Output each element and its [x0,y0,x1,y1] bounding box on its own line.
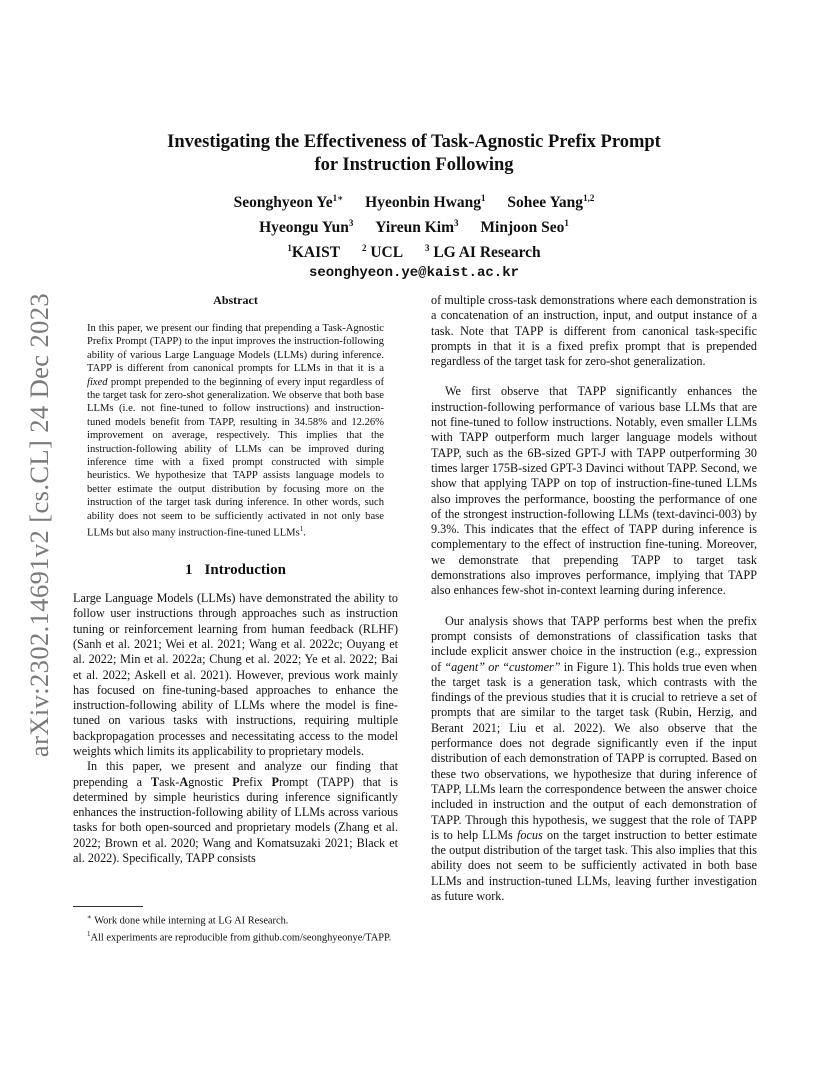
author-row-2 [0,213,828,238]
left-column [73,293,398,866]
author-2: Hyeonbin Hwang$^1$ [365,193,486,212]
arxiv-identifier [18,290,60,760]
right-paragraph-3: Our analysis shows that TAPP performs best when the prefix prompt consists of demonstrations of classification tasks that include explicit answer choice in the instruction (e.g., expression of “agent” or “customer” in Figure 1). This holds true even when the target task is a generation task, which contrasts with the findings of the previous studies that it is crucial to retrieve a set of prompts that are similar to the target task (Rubin, Herzig, and Berant 2021; Liu et al. 2022). We also observe that the performance does not degrade significantly even if the input distribution of each demonstration of TAPP is corrupted. Based on these two observations, we hypothesize that during inference of TAPP, LLMs learn the correspondence between the answer choice included in instruction and the output of each demonstration of TAPP. Through this hypothesis, we suggest that the role of TAPP is to help LLMs focus on the target instruction to better estimate the output distribution of the target task. This also implies that this ability does not seem to be sufficiently activated in both base LLMs and instruction-tuned LLMs, leaving further investigation as future work. [431,613,758,903]
intro-paragraph-1: Large Language Models (LLMs) have demonstrated the ability to follow user instructions through approaches such as instruction tuning or reinforcement learning from human feedback (RLHF) (Sanh et al. 2021; Wei et al. 2021; Wang et al. 2022c; Ouyang et al. 2022; Min et al. 2022a; Chung et al. 2022; Ye et al. 2022; Bai et al. 2022; Askell et al. 2021). However, previous work mainly has focused on fine-tuning-based approaches to enhance the instruction-following ability of LLMs where the model is fine-tuned on various tasks with instructions, requiring multiple backpropagation processes and necessitating access to the model weights which limits its applicability to proprietary models. [73,591,398,758]
affiliations [0,238,828,263]
author-5: Yireun Kim$^3$ [375,218,459,237]
footnote-2: $^1$All experiments are reproducible from github.com/seonghyeonye/TAPP. [87,929,392,944]
abstract-heading: Abstract [213,293,258,307]
title-line-2: for Instruction Following [314,155,514,175]
author-row-1 [0,188,828,213]
footnotes [73,906,398,945]
author-4: Hyeongu Yun$^3$ [259,218,354,237]
affiliation-2: $^2$ UCL [361,243,404,262]
author-3: Sohee Yang$^{1,2}$ [507,193,595,212]
title-line-1: Investigating the Effectiveness of Task-Agnostic Prefix Prompt [167,132,661,152]
affiliation-1: $^1$KAIST [287,243,341,262]
footnote-rule [73,906,143,907]
right-paragraph-2: We first observe that TAPP significantly enhances the instruction-following performance of various base LLMs that are not fine-tuned to follow instructions. Notably, even smaller LLMs with TAPP outperform much larger language models without TAPP, such as the 6B-sized GPT-J with TAPP outperforming 30 times larger 175B-sized GPT-3 Davinci without TAPP. Second, we show that applying TAPP on top of instruction-fine-tuned LLMs also improves the performance, boosting the performance of one of the strongest instruction-following LLMs (text-davinci-003) by 9.3%. This indicates that the effect of TAPP during inference is complementary to the effect of instruction fine-tuning. Moreover, we demonstrate that prepending TAPP to target task demonstrations also improves performance, implying that TAPP also enhances few-shot in-context learning during inference. [431,384,757,598]
right-paragraph-1: of multiple cross-task demonstrations where each demonstration is a concatenation of an instruction, input, and output instance of a task. Note that TAPP is different from canonical task-specific prompts in that it is a fixed prefix prompt that is prepended regardless of the target task for zero-shot generalization. [431,293,757,369]
author-1: Seonghyeon $Ye^{1∗}$ [233,193,344,212]
author-6: Minjoon Seo$^1$ [480,218,569,237]
paper-title [0,131,828,177]
intro-heading: 1 Introduction [185,562,286,579]
intro-paragraph-2: In this paper, we present and analyze our finding that prepending a Task-Agnostic Prefix Prompt (TAPP) that is determined by simple heuristics during inference significantly enhances the instruction-following ability of LLMs across various tasks for both open-sourced and proprietary models (Zhang et al. 2022; Brown et al. 2020; Wang and Komatsuzaki 2021; Black et al. 2022). Specifically, TAPP consists [73,759,398,866]
author-email[interactable]: seonghyeon.ye@kaist.ac.kr [308,265,520,282]
author-block [0,188,828,283]
affiliation-3: $^3$ LG AI Research [424,243,541,262]
arxiv-id-text: arXiv:2302.14691v2 [cs.CL] 24 Dec 2023 [24,292,54,758]
right-column [431,293,757,904]
footnote-1: ∗ Work done while interning at LG AI Research. [87,913,289,927]
abstract-body: In this paper, we present our finding that prepending a Task-Agnostic Prefix Prompt (TAPP) to the input improves the instruction-following ability of various Large Language Models (LLMs) during inference. TAPP is different from canonical prompts for LLMs in that it is a fixed prompt prepended to the beginning of every input regardless of the target task for zero-shot generalization. We observe that both base LLMs (i.e. not fine-tuned to follow instructions) and instruction-tuned models benefit from TAPP, resulting in 34.58% and 12.26% improvement on average, respectively. This implies that the instruction-following ability of LLMs can be improved during inference time with a fixed prompt constructed with simple heuristics. We hypothesize that TAPP assists language models to better estimate the output distribution by focusing more on the instruction of the target task during inference. In other words, such ability does not seem to be sufficiently activated in not only base LLMs but also many instruction-fine-tuned LLMs$^1$. [87,323,384,539]
